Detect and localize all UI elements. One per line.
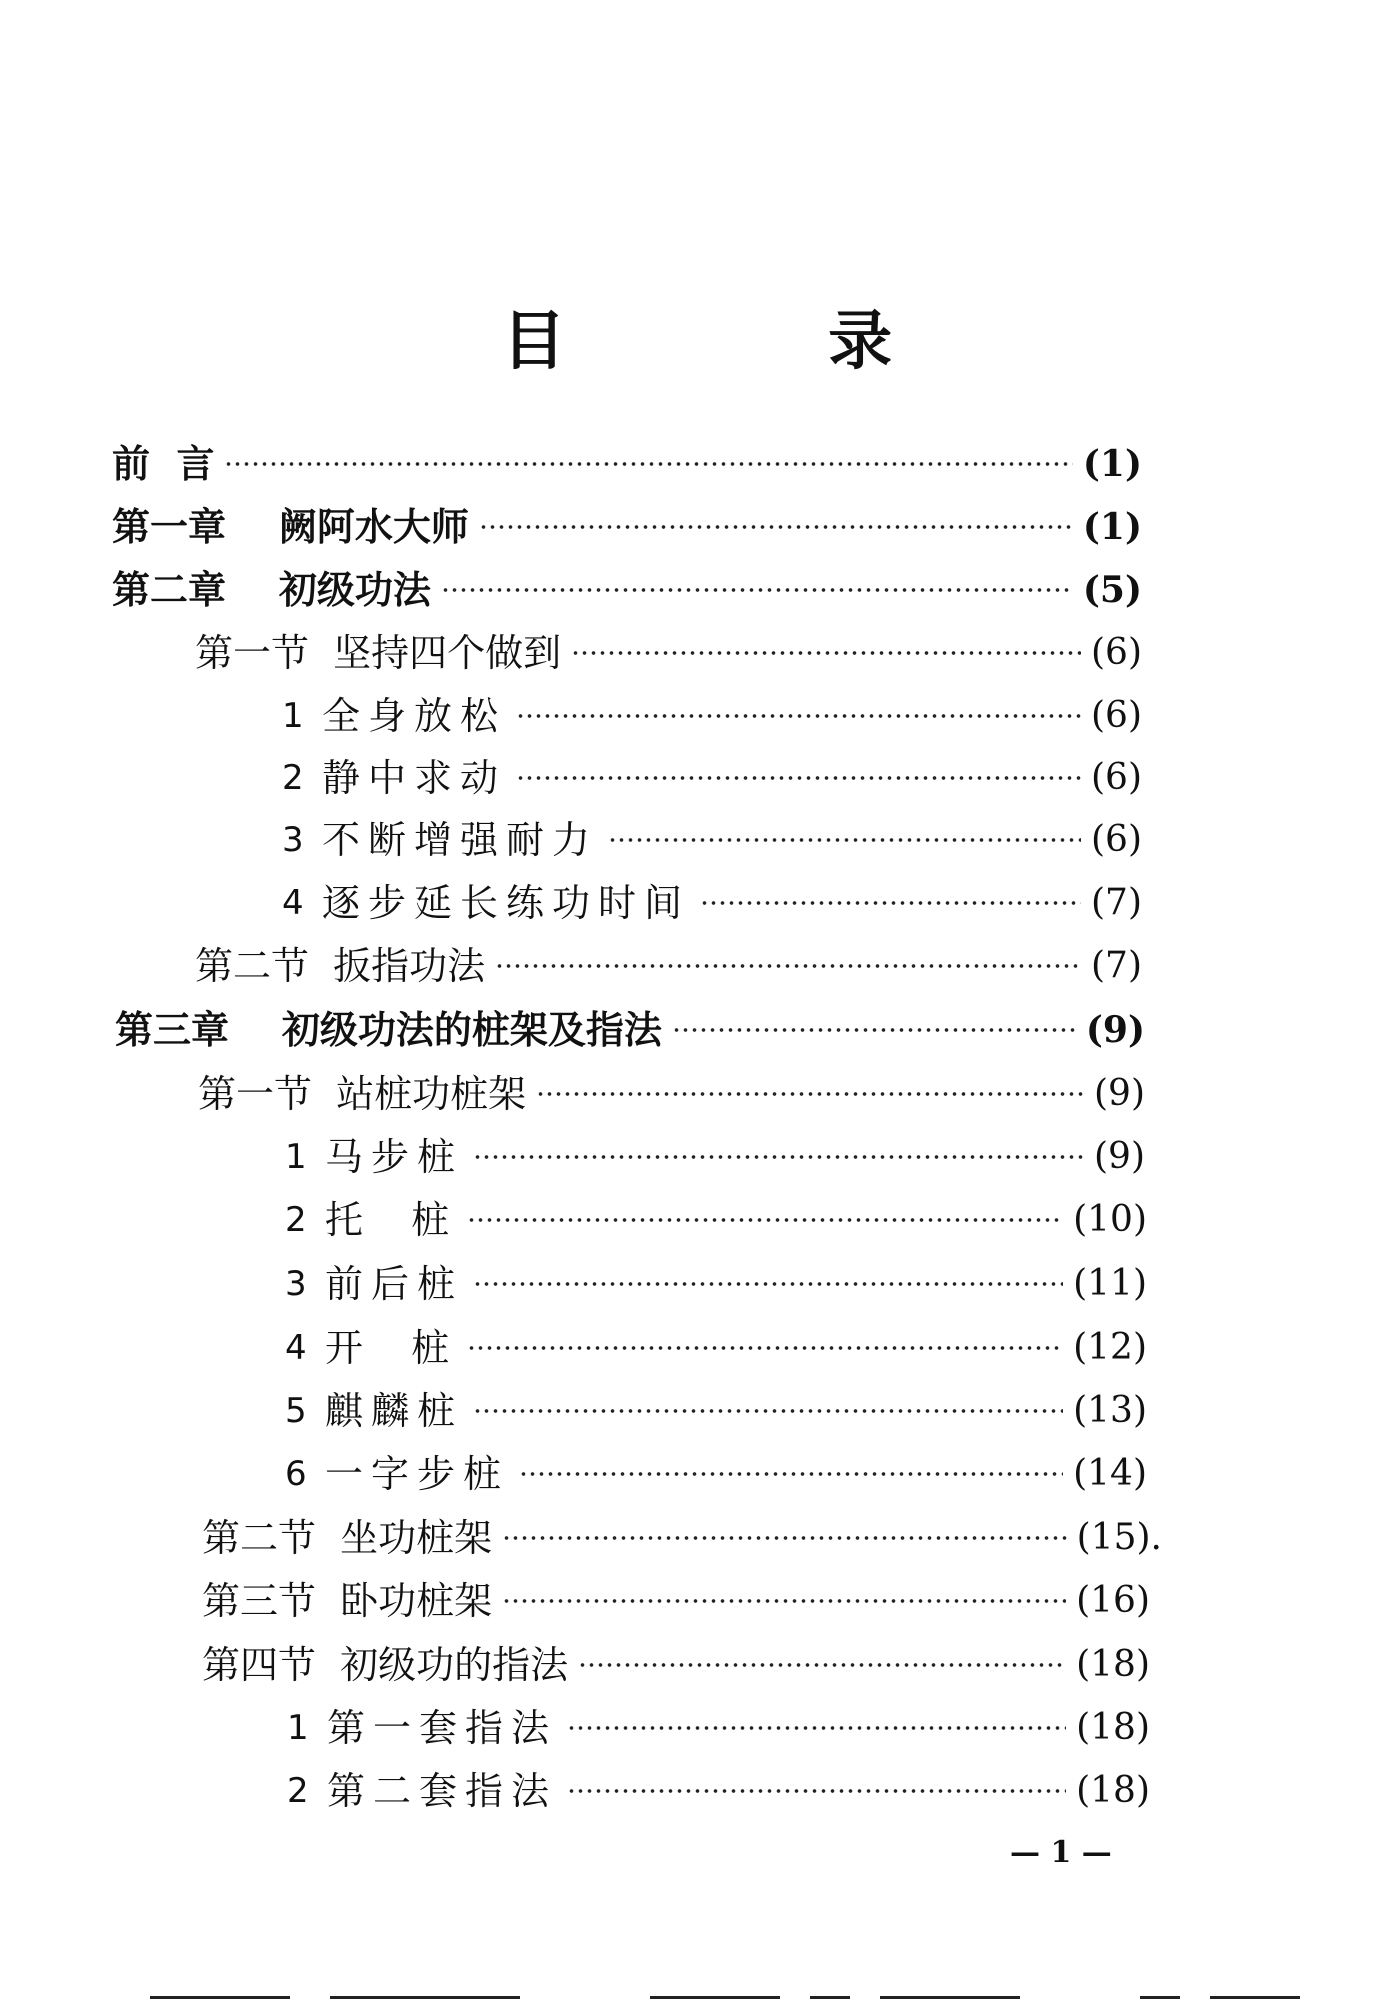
toc-entry-page: (13) xyxy=(1073,1390,1147,1431)
toc-entry-label: 逐步延长练功时间 xyxy=(322,881,691,925)
toc-entry[interactable] xyxy=(287,1765,1150,1817)
toc-entry-page: (10) xyxy=(1073,1199,1147,1240)
toc-entry-number: 3 xyxy=(282,820,304,860)
toc-entry-number: 3 xyxy=(285,1264,307,1304)
toc-entry[interactable] xyxy=(195,627,1142,679)
toc-entry-number: 5 xyxy=(285,1391,307,1431)
toc-entry[interactable] xyxy=(202,1639,1150,1691)
toc-entry[interactable] xyxy=(285,1258,1147,1310)
toc-leader-dots xyxy=(516,713,1081,719)
toc-entry-page: (18) xyxy=(1076,1707,1150,1748)
toc-entry-number: 4 xyxy=(285,1328,307,1368)
toc-entry-page: (9) xyxy=(1094,1136,1145,1177)
toc-entry-label: 一字步桩 xyxy=(325,1452,510,1496)
toc-entry-number: 1 xyxy=(285,1137,307,1177)
page-title: 目 录 xyxy=(501,304,1013,379)
toc-entry-label: 第二节 坐功桩架 xyxy=(202,1516,493,1560)
toc-entry-label: 前 言 xyxy=(112,441,215,486)
toc-entry-label: 第二章 初级功法 xyxy=(112,567,431,612)
toc-leader-dots xyxy=(502,1535,1066,1541)
toc-entry-page: (9) xyxy=(1094,1073,1145,1114)
toc-leader-dots xyxy=(567,1725,1066,1731)
scan-artifact-line xyxy=(1140,1996,1180,1999)
toc-leader-dots xyxy=(672,1027,1076,1033)
toc-entry-label: 第二套指法 xyxy=(327,1769,558,1813)
toc-entry[interactable] xyxy=(115,1004,1145,1056)
scan-artifact-line xyxy=(810,1996,850,1999)
toc-entry[interactable] xyxy=(282,877,1142,929)
scan-artifact-line xyxy=(650,1996,780,1999)
toc-entry[interactable] xyxy=(282,814,1142,866)
toc-entry-number: 2 xyxy=(287,1771,309,1811)
toc-entry[interactable] xyxy=(285,1322,1147,1374)
toc-entry[interactable] xyxy=(112,501,1142,553)
toc-entry[interactable] xyxy=(195,940,1142,992)
toc-entry-label: 第三章 初级功法的桩架及指法 xyxy=(115,1007,662,1052)
toc-entry-page: (1) xyxy=(1082,506,1142,548)
toc-entry[interactable] xyxy=(285,1194,1147,1246)
toc-entry-page: (1) xyxy=(1082,443,1142,485)
toc-entry-page: (6) xyxy=(1091,819,1142,860)
toc-entry-label: 托 桩 xyxy=(325,1198,458,1242)
page-number: — 1 — xyxy=(1010,1835,1112,1870)
toc-entry-label: 第一节 坚持四个做到 xyxy=(195,631,562,675)
scan-artifact-line xyxy=(1210,1996,1300,1999)
toc-entry-page: (7) xyxy=(1091,945,1142,986)
toc-entry-page: (6) xyxy=(1091,632,1142,673)
toc-entry-page: (11) xyxy=(1073,1263,1147,1304)
toc-entry-page: (16) xyxy=(1076,1580,1150,1621)
toc-leader-dots xyxy=(473,1408,1063,1414)
toc-entry[interactable] xyxy=(287,1702,1150,1754)
toc-entry-number: 2 xyxy=(282,758,304,798)
toc-entry-label: 第一章 阙阿水大师 xyxy=(112,504,469,549)
toc-entry-label: 麒麟桩 xyxy=(325,1389,464,1433)
toc-entry-number: 1 xyxy=(282,696,304,736)
toc-entry[interactable] xyxy=(282,752,1142,804)
toc-entry[interactable] xyxy=(285,1448,1147,1500)
scan-artifact-line xyxy=(880,1996,1020,1999)
toc-entry-page: (12) xyxy=(1073,1327,1147,1368)
toc-entry-label: 第二节 扳指功法 xyxy=(195,944,486,988)
scan-artifact-line xyxy=(150,1996,290,1999)
toc-entry-page: (14) xyxy=(1073,1453,1147,1494)
toc-entry-label: 不断增强耐力 xyxy=(322,818,599,862)
toc-entry[interactable] xyxy=(202,1575,1150,1627)
toc-entry-page: (7) xyxy=(1091,882,1142,923)
toc-entry-label: 全身放松 xyxy=(322,694,507,738)
toc-leader-dots xyxy=(536,1091,1084,1097)
toc-entry[interactable] xyxy=(202,1512,1162,1564)
toc-entry[interactable] xyxy=(198,1068,1145,1120)
toc-leader-dots xyxy=(608,837,1081,843)
toc-entry[interactable] xyxy=(112,564,1142,616)
toc-entry-page: (5) xyxy=(1082,569,1142,611)
toc-leader-dots xyxy=(473,1281,1063,1287)
toc-entry-page: (15). xyxy=(1076,1517,1162,1558)
toc-entry-label: 前后桩 xyxy=(325,1262,464,1306)
toc-entry-page: (18) xyxy=(1076,1770,1150,1811)
toc-leader-dots xyxy=(502,1598,1066,1604)
toc-leader-dots xyxy=(567,1788,1066,1794)
toc-leader-dots xyxy=(578,1662,1066,1668)
toc-leader-dots xyxy=(441,587,1073,593)
toc-leader-dots xyxy=(467,1217,1063,1223)
toc-entry-number: 2 xyxy=(285,1200,307,1240)
toc-leader-dots xyxy=(224,461,1072,467)
toc-entry-label: 马步桩 xyxy=(325,1135,464,1179)
toc-leader-dots xyxy=(495,963,1081,969)
toc-entry[interactable] xyxy=(112,438,1142,490)
toc-entry[interactable] xyxy=(282,690,1142,742)
toc-entry-page: (18) xyxy=(1076,1644,1150,1685)
toc-entry-page: (6) xyxy=(1091,757,1142,798)
toc-entry-label: 第一节 站桩功桩架 xyxy=(198,1072,527,1116)
toc-leader-dots xyxy=(571,650,1081,656)
toc-entry-label: 第四节 初级功的指法 xyxy=(202,1643,569,1687)
toc-leader-dots xyxy=(519,1471,1063,1477)
toc-entry-label: 静中求动 xyxy=(322,756,507,800)
toc-leader-dots xyxy=(473,1154,1084,1160)
toc-entry-label: 第三节 卧功桩架 xyxy=(202,1579,493,1623)
toc-entry-page: (9) xyxy=(1085,1009,1145,1051)
toc-entry[interactable] xyxy=(285,1131,1145,1183)
scan-artifact-line xyxy=(330,1996,520,1999)
toc-leader-dots xyxy=(467,1345,1063,1351)
toc-entry-label: 开 桩 xyxy=(325,1326,458,1370)
toc-leader-dots xyxy=(516,775,1081,781)
toc-entry-number: 1 xyxy=(287,1708,309,1748)
toc-entry[interactable] xyxy=(285,1385,1147,1437)
toc-leader-dots xyxy=(479,524,1073,530)
toc-entry-label: 第一套指法 xyxy=(327,1706,558,1750)
toc-leader-dots xyxy=(700,900,1081,906)
toc-entry-page: (6) xyxy=(1091,695,1142,736)
toc-entry-number: 4 xyxy=(282,883,304,923)
toc-entry-number: 6 xyxy=(285,1454,307,1494)
